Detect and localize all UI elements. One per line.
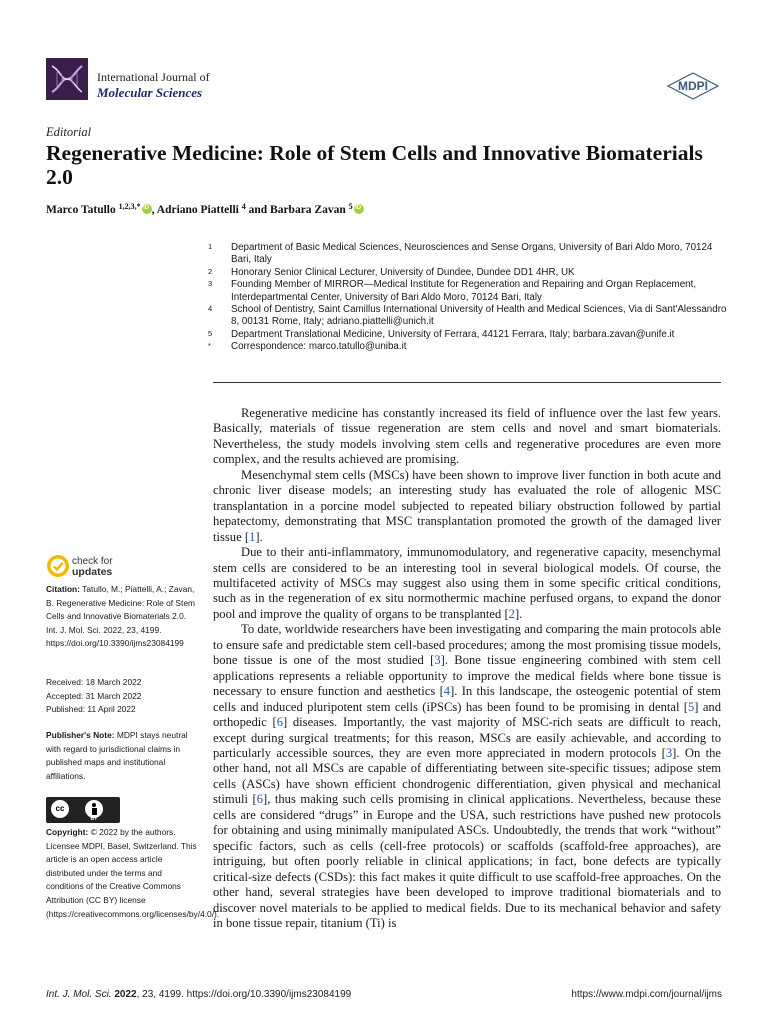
correspondence-item [208,341,728,353]
reference-link[interactable]: 6 [276,715,284,730]
journal-logo-icon [46,58,88,100]
author-list [46,202,364,216]
correspondence-marker: * [208,341,211,351]
affiliation-number: 1 [208,242,213,251]
author-separator: , [151,204,157,216]
affiliation-item [208,304,728,329]
copyright-block [46,826,220,921]
footer-year: 2022 [114,989,137,1000]
cc-license-badge-icon[interactable] [46,797,120,823]
orcid-icon[interactable] [354,204,364,214]
orcid-icon[interactable] [142,204,152,214]
cc-icon: cc [50,799,70,819]
affiliation-item [208,329,728,341]
citation-text: Tatullo, M.; Piattelli, A.; Zavan, B. Regenerative Medicine: Role of Stem Cells and Innovative Biomaterials 2.0. Int. J. Mol. Sci. 2022, 23, 4199. https://doi.org/10.3390/ijms23084199 [46,584,195,649]
cc-by-label: BY [90,816,98,822]
reference-link[interactable]: 3 [434,653,441,668]
publisher-note-text: MDPI stays neutral with regard to jurisdictional claims in published maps and institutional affiliations. [46,730,188,781]
reference-link[interactable]: 3 [665,745,673,760]
received-date: Received: 18 March 2022 [46,677,142,687]
check-for-updates-line1: check for [72,556,113,567]
correspondence-text: Correspondence: marco.tatullo@uniba.it [231,341,407,353]
citation-block [46,583,198,651]
body-paragraph: Mesenchymal stem cells (MSCs) have been shown to improve liver function in both acute and chronic liver disease models; an interesting study has evaluated the role of allogenic MSC transplantation in a porcine model subjected to repeated biliary obstruction followed by partial hepatectomy, demonstrating that MSC transplantation promoted the growth of the damaged liver tissue [1]. [213,467,721,544]
author-affiliation-marker: 1,2,3,* [118,202,141,211]
author-name[interactable]: Barbara Zavan [270,204,346,216]
article-type: Editorial [46,125,92,139]
copyright-text: © 2022 by the authors. Licensee MDPI, Basel, Switzerland. This article is an open access article distributed under the terms and conditions of the Creative Commons Attribution (CC BY) license (https://creativecommons.org/licenses/by/4.0/). [46,827,220,919]
body-paragraph: Due to their anti-inflammatory, immunomodulatory, and regenerative capacity, mesenchymal stem cells are considered to be an interesting tool in several biological models. Of course, the multifaceted activity of MSCs may suggest also using them in some specific critical conditions, such as in the regeneration of ex situ normothermic machine perfused organs, to expand the donor pool and improve the quality of organs to be transplanted [2]. [213,545,721,621]
check-for-updates-label[interactable] [72,556,113,578]
affiliation-text: Founding Member of MIRROR—Medical Institute for Regeneration and Repairing and Organ Replacement, Interdepartmental Center, University of Bari Aldo Moro, 70124 Bari, Italy [231,279,697,303]
copyright-label: Copyright: [46,827,89,837]
reference-link[interactable]: 4 [443,684,451,699]
footer-journal-abbrev: Int. J. Mol. Sci. [46,989,112,1000]
footer-volume-doi[interactable]: , 23, 4199. https://doi.org/10.3390/ijms23084199 [136,989,352,1000]
author-affiliation-marker: 4 [241,202,246,211]
reference-link[interactable]: 5 [687,699,695,714]
affiliation-text: Department Translational Medicine, University of Ferrara, 44121 Ferrara, Italy; barbara.zavan@unife.it [231,328,675,340]
author-name[interactable]: Adriano Piattelli [156,204,239,216]
article-body [213,406,721,931]
footer-journal-url[interactable]: https://www.mdpi.com/journal/ijms [571,989,722,1000]
article-title: Regenerative Medicine: Role of Stem Cells and Innovative Biomaterials 2.0 [46,141,703,189]
affiliation-number: 5 [208,328,213,338]
footer-citation [46,989,351,1000]
reference-link[interactable]: 1 [249,529,256,544]
author-affiliation-marker: 5 [348,202,353,211]
publisher-note-label: Publisher's Note: [46,730,115,740]
dates-block [46,676,198,717]
body-paragraph: To date, worldwide researchers have been investigating and comparing the main protocols able to ensure safe and predictable stem cell-based procedures; among the most promising tissue models, bone tissue is one of the most studied [3]. Bone tissue engineering combined with stem cell applications represents a reliable opportunity to improve the medical fields where bone tissue is necessary to ensure function and aesthetics [4]. In this landscape, the osteogenic potential of stem cells and induced pluripotent stem cells (iPSCs) has been found to be promising in dental [5] and orthopedic [6] diseases. Importantly, the vast majority of MSC-rich seats are difficult to reach, except during surgical treatments; for this reason, MSCs are easily achievable, and according to particularly accessible sources, they are even more appreciated in modern protocols [3]. On the other hand, not all MSCs are capable of differentiating between site-specific tissues; adipose stem cells (ASCs) have shown efficient chondrogenic differentiation, given physical and mechanical stimuli [6], thus making such cells promising in clinical applications. Nevertheless, because these cells are considered “drugs” in Europe and the USA, such restrictions have pushed new protocols for obtaining and using minimally manipulated ASCs. Undoubtedly, the trends that work “without” specific factors, such as cells (cell-free protocols) or scaffolds (scaffold-free approaches), are intriguing, but often poorly reliable in clinical applications; in fact, bone defects are typically critical-size defects (CSDs): this fact makes it quite difficult to use scaffold-free approaches. On the other hand, several strategies have been developed to improve traditional biomaterials and to discover novel materials to be applied to medical fields. Due to its mechanical behavior and safety in bone tissue repair, titanium (Ti) is [213,622,721,930]
publisher-note-block [46,729,198,783]
affiliation-number: 3 [208,279,213,289]
accepted-date: Accepted: 31 March 2022 [46,690,142,701]
check-for-updates-line2: updates [72,566,113,578]
reference-link[interactable]: 6 [256,792,264,807]
affiliation-text: School of Dentistry, Saint Camillus International University of Health and Medical Sciences, Via di Sant'Alessandro 8, 00131 Rome, Italy; adriano.piattelli@unich.it [231,304,727,328]
body-paragraph: Regenerative medicine has constantly increased its field of influence over the last few years. Basically, materials of tissue regeneration are stem cells and novel and smart biomaterials. Nevertheless, the study models involving stem cells and regenerative procedures are even more complex, and the results achieved are promising. [213,406,721,467]
affiliation-item [208,242,728,267]
affiliation-text: Honorary Senior Clinical Lecturer, University of Dundee, Dundee DD1 4HR, UK [231,266,575,278]
affiliation-number: 2 [208,266,213,276]
check-for-updates-icon[interactable] [46,554,70,578]
header-divider [213,382,721,383]
mdpi-logo-icon [666,72,720,100]
affiliation-item [208,267,728,279]
affiliations [208,242,728,354]
journal-name-line1: International Journal of [97,70,210,84]
journal-name [97,70,210,100]
affiliation-item [208,279,728,304]
reference-link[interactable]: 2 [508,606,515,621]
author-name[interactable]: Marco Tatullo [46,204,116,216]
mdpi-logo-text: MDPI [678,79,708,93]
affiliation-text: Department of Basic Medical Sciences, Neurosciences and Sense Organs, University of Bari Aldo Moro, 70124 Bari, Italy [231,242,713,266]
journal-name-line2: Molecular Sciences [97,85,203,100]
citation-label: Citation: [46,584,80,594]
published-date: Published: 11 April 2022 [46,704,136,715]
affiliation-number: 4 [208,304,213,314]
author-separator: and [245,204,271,216]
